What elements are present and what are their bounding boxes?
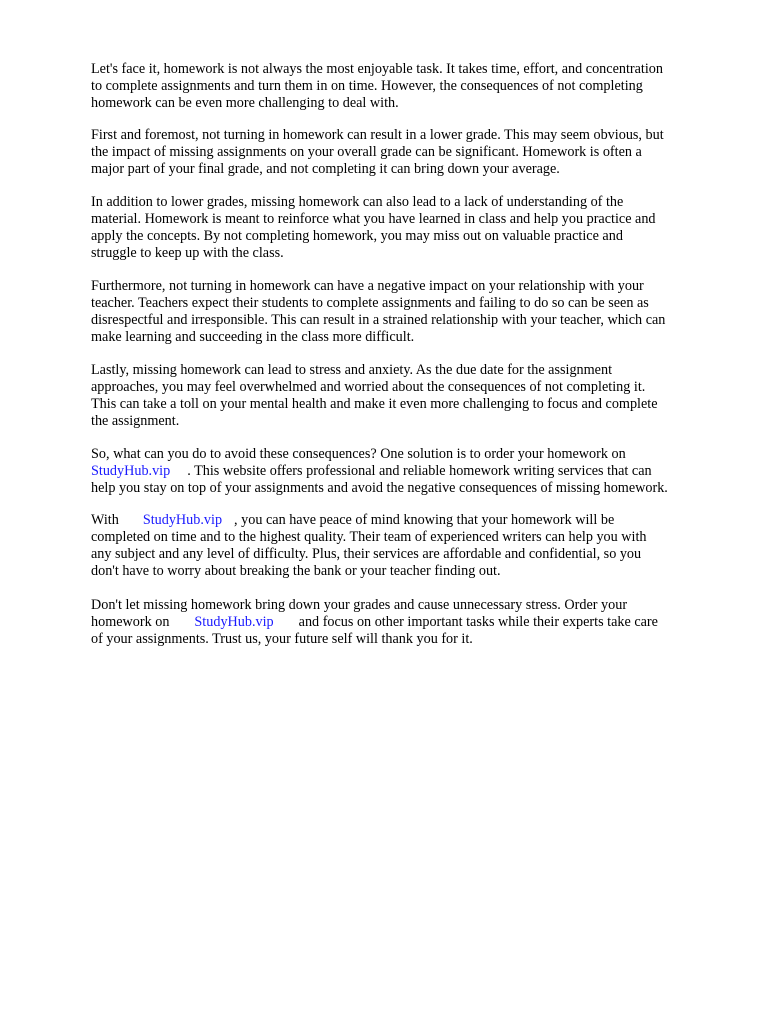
text-segment: , you can have peace of mind knowing that your homework will be bbox=[234, 512, 615, 528]
text-segment: . This website offers professional and reliable homework writing services that can bbox=[187, 463, 652, 479]
text-line-with-link bbox=[91, 512, 731, 529]
text-line: struggle to keep up with the class. bbox=[91, 245, 284, 261]
text-line: Don't let missing homework bring down your grades and cause unnecessary stress. Order your bbox=[91, 597, 628, 613]
text-line: don't have to worry about breaking the bank or your teacher finding out. bbox=[91, 563, 501, 579]
text-line: the impact of missing assignments on your overall grade can be significant. Homework is often a bbox=[91, 144, 642, 160]
paragraph-teacher-relationship bbox=[91, 278, 731, 346]
text-segment: With bbox=[91, 512, 119, 528]
text-line-with-link bbox=[91, 614, 731, 631]
text-line: So, what can you do to avoid these consequences? One solution is to order your homework on bbox=[91, 446, 626, 462]
text-line: In addition to lower grades, missing homework can also lead to a lack of understanding of the bbox=[91, 194, 624, 210]
paragraph-intro bbox=[91, 61, 731, 112]
paragraph-lower-grade bbox=[91, 127, 731, 178]
text-line: homework can be even more challenging to deal with. bbox=[91, 95, 399, 111]
text-line: apply the concepts. By not completing homework, you may miss out on valuable practice and bbox=[91, 228, 623, 244]
studyhub-link[interactable]: StudyHub.vip bbox=[142, 512, 223, 528]
paragraph-solution bbox=[91, 446, 731, 497]
text-segment: and focus on other important tasks while their experts take care bbox=[298, 614, 658, 630]
text-line: This can take a toll on your mental health and make it even more challenging to focus and complete bbox=[91, 396, 658, 412]
studyhub-link[interactable]: StudyHub.vip bbox=[194, 614, 274, 630]
paragraph-understanding bbox=[91, 194, 731, 262]
text-line: any subject and any level of difficulty. Plus, their services are affordable and confidential, so you bbox=[91, 546, 642, 562]
text-line: make learning and succeeding in the class more difficult. bbox=[91, 329, 415, 345]
text-line: completed on time and to the highest quality. Their team of experienced writers can help you with bbox=[91, 529, 647, 545]
text-line: approaches, you may feel overwhelmed and worried about the consequences of not completing it. bbox=[91, 379, 646, 395]
text-line: Lastly, missing homework can lead to stress and anxiety. As the due date for the assignment bbox=[91, 362, 613, 378]
text-line: material. Homework is meant to reinforce what you have learned in class and help you practice and bbox=[91, 211, 656, 227]
paragraph-stress bbox=[91, 362, 731, 430]
paragraph-call-to-action bbox=[91, 597, 731, 648]
text-line: First and foremost, not turning in homework can result in a lower grade. This may seem obvious, but bbox=[91, 127, 664, 143]
text-line: Let's face it, homework is not always the most enjoyable task. It takes time, effort, and concentration bbox=[91, 61, 663, 77]
text-line: of your assignments. Trust us, your future self will thank you for it. bbox=[91, 631, 473, 647]
text-segment: homework on bbox=[91, 614, 170, 630]
studyhub-link[interactable]: StudyHub.vip bbox=[91, 463, 171, 479]
text-line: the assignment. bbox=[91, 413, 180, 429]
paragraph-peace-of-mind bbox=[91, 512, 731, 580]
text-line: disrespectful and irresponsible. This can result in a strained relationship with your teacher, which can bbox=[91, 312, 666, 328]
text-line: teacher. Teachers expect their students to complete assignments and failing to do so can be seen as bbox=[91, 295, 649, 311]
text-line-with-link bbox=[91, 463, 731, 480]
text-line: help you stay on top of your assignments and avoid the negative consequences of missing homework. bbox=[91, 480, 668, 496]
text-line: major part of your final grade, and not completing it can bring down your average. bbox=[91, 161, 560, 177]
text-line: to complete assignments and turn them in on time. However, the consequences of not completing bbox=[91, 78, 643, 94]
text-line: Furthermore, not turning in homework can have a negative impact on your relationship with your bbox=[91, 278, 644, 294]
